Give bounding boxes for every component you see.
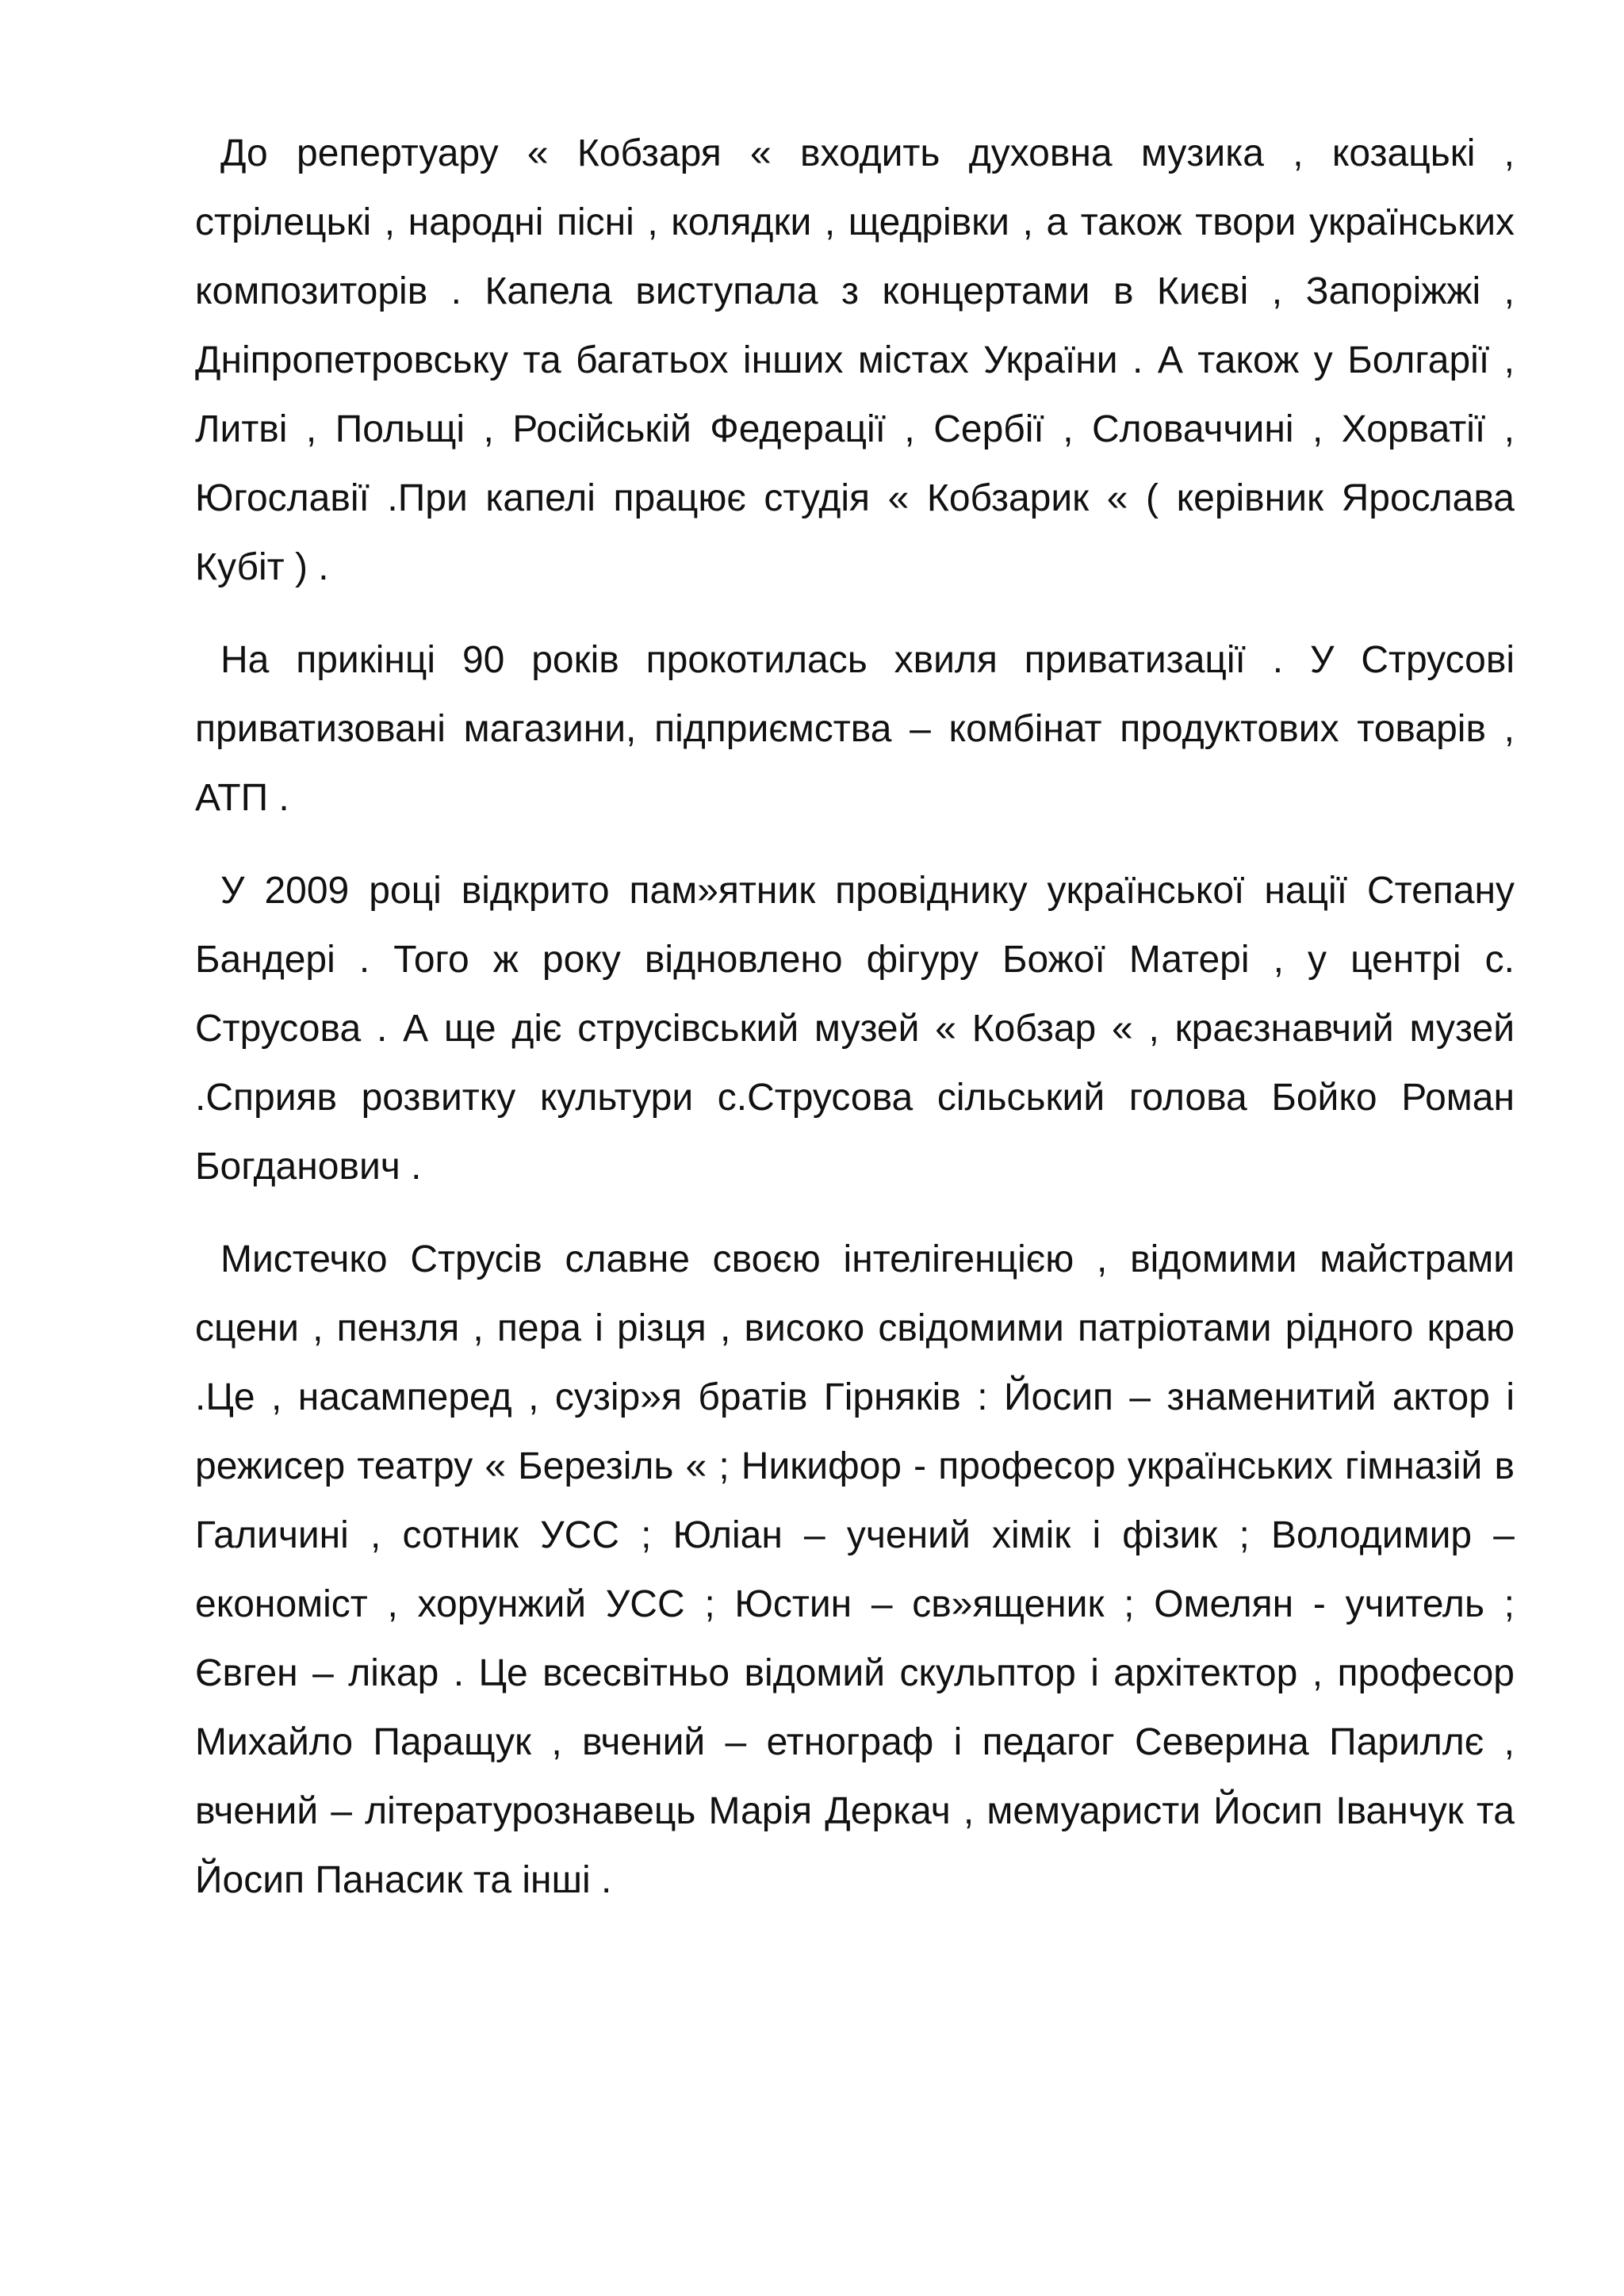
paragraph-2: На прикінці 90 років прокотилась хвиля приватизації . У Струсові приватизовані магазини, підприємства – комбінат продуктових товарів , АТП . (195, 639, 1515, 819)
paragraph-3: У 2009 році відкрито пам»ятник провіднику української нації Степану Бандері . Того ж року відновлено фігуру Божої Матері , у центрі с. Струсова . А ще діє струсівський музей « Кобзар « , краєзнавчий музей .Сприяв розвитку культури с.Струсова сільський голова Бойко Роман Богданович . (195, 870, 1515, 1188)
paragraph-4: Мистечко Струсів славне своєю інтелігенцією , відомими майстрами сцени , пензля , пера і різця , високо свідомими патріотами рідного краю .Це , насамперед , сузір»я братів Гірняків : Йосип – знаменитий актор і режисер театру « Березіль « ; Никифор - професор українських гімназій в Галичині , сотник УСС ; Юліан – учений хімік і фізик ; Володимир – економіст , хорунжий УСС ; Юстин – св»ященик ; Омелян - учитель ; Євген – лікар . Це всесвітньо відомий скульптор і архітектор , професор Михайло Паращук , вчений – етнограф і педагог Северина Париллє , вчений – літературознавець Марія Деркач , мемуаристи Йосип Іванчук та Йосип Панасик та інші . (195, 1238, 1515, 1901)
document-body (195, 119, 1515, 1938)
paragraph-1: До репертуару « Кобзаря « входить духовна музика , козацькі , стрілецькі , народні пісні , колядки , щедрівки , а також твори українських композиторів . Капела виступала з концертами в Києві , Запоріжжі , Дніпропетровську та багатьох інших містах України . А також у Болгарії , Литві , Польщі , Російській Федерації , Сербії , Словаччині , Хорватії , Югославії .При капелі працює студія « Кобзарик « ( керівник Ярослава Кубіт ) . (195, 132, 1515, 588)
